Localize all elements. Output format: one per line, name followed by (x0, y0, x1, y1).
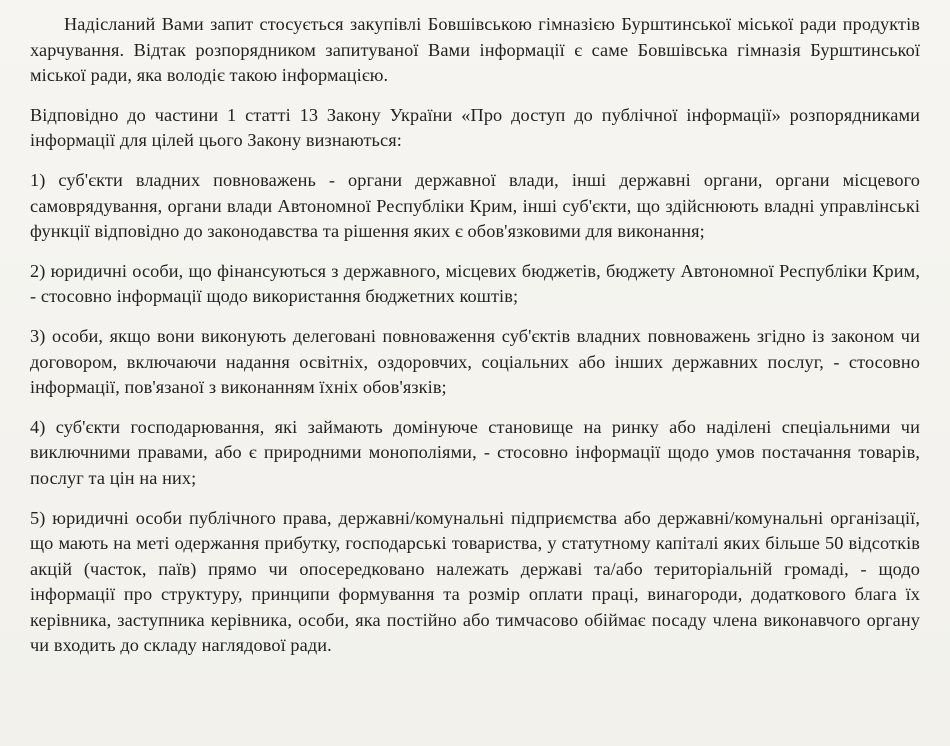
paragraph-item-5: 5) юридичні особи публічного права, державні/комунальні підприємства або державні/комунальні організації, що мають на меті одержання прибутку, господарські товариства, у статутному капіталі яких більше 50 відсотків акцій (часток, паїв) прямо чи опосередковано належать державі та/або територіальній громаді, - щодо інформації про структуру, принципи формування та розмір оплати праці, винагороди, додаткового блага їх керівника, заступника керівника, особи, яка постійно або тимчасово обіймає посаду члена виконавчого органу чи входить до складу наглядової ради. (30, 507, 920, 656)
paragraph-item-3: 3) особи, якщо вони виконують делеговані повноваження суб'єктів владних повноважень згідно із законом чи договором, включаючи надання освітніх, оздоровчих, соціальних або інших державних послуг, - стосовно інформації, пов'язаної з виконанням їхніх обов'язків; (30, 325, 920, 398)
paragraph-gap (30, 401, 920, 415)
paragraph-gap (30, 310, 920, 324)
paragraph-gap (30, 89, 920, 103)
paragraph-item-1: 1) суб'єкти владних повноважень - органи державної влади, інші державні органи, органи місцевого самоврядування, органи влади Автономної Республіки Крим, інші суб'єкти, що здійснюють владні управлінські функції відповідно до законодавства та рішення яких є обов'язковими для виконання; (30, 169, 920, 242)
paragraph-gap (30, 245, 920, 259)
paragraph-item-2: 2) юридичні особи, що фінансуються з державного, місцевих бюджетів, бюджету Автономної Республіки Крим, - стосовно інформації щодо використання бюджетних коштів; (30, 260, 920, 307)
paragraph-intro: Надісланий Вами запит стосується закупівлі Бовшівською гімназією Бурштинської міської ради продуктів харчування. Відтак розпорядником запитуваної Вами інформації є саме Бовшівська гімназія Бурштинської міської ради, яка володіє такою інформацією. (30, 14, 920, 86)
paragraph-gap (30, 492, 920, 506)
paragraph-item-4: 4) суб'єкти господарювання, які займають домінуюче становище на ринку або наділені спеціальними чи виключними правами, або є природними монополіями, - стосовно інформації щодо умов постачання товарів, послуг та цін на них; (30, 416, 920, 488)
paragraph-gap (30, 154, 920, 168)
paragraph-law-reference: Відповідно до частини 1 статті 13 Закону України «Про доступ до публічної інформації» розпорядниками інформації для цілей цього Закону визнаються: (30, 104, 920, 151)
